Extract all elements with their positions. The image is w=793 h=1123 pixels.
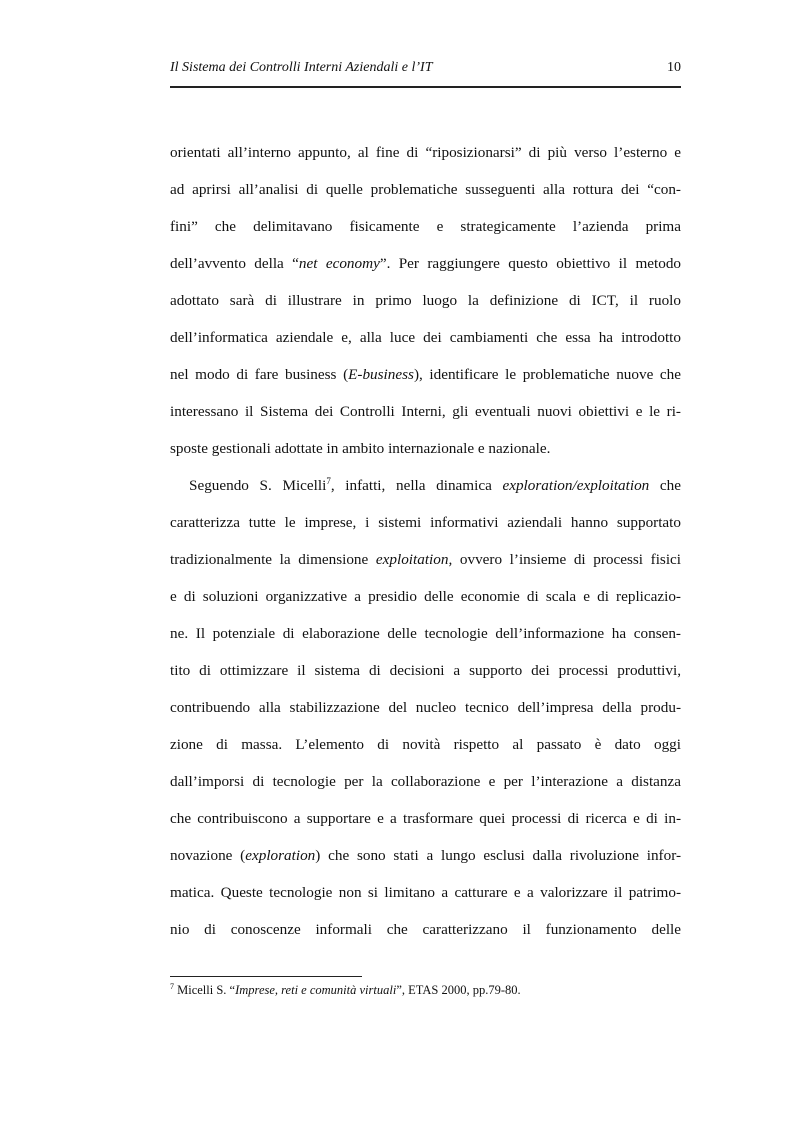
text-line xyxy=(170,763,681,800)
footnote-reference: 7 xyxy=(326,475,331,486)
text-line xyxy=(170,356,681,393)
text-segment: ovvero l’insieme di processi fisici xyxy=(452,551,682,568)
text-line xyxy=(170,911,681,948)
footnote xyxy=(170,983,521,998)
footnote-book-title: Imprese, reti e comunità virtuali xyxy=(235,983,397,997)
text-segment: ”. Per raggiungere questo obiettivo il metodo xyxy=(379,255,682,272)
text-segment: tradizionalmente la dimensione xyxy=(170,551,376,568)
text-segment: dall’imporsi di tecnologie per la collaborazione e per l’interazione a distanza xyxy=(170,773,681,790)
text-segment: caratterizza tutte le imprese, i sistemi informativi aziendali hanno supportato xyxy=(170,514,681,531)
text-line xyxy=(170,837,681,874)
italic-term: exploration/exploitation xyxy=(502,477,650,494)
text-segment: nio di conoscenze informali che caratterizzano il funzionamento delle xyxy=(170,921,681,938)
text-segment: e di soluzioni organizzative a presidio delle economie di scala e di replicazio- xyxy=(170,588,681,605)
text-segment: , infatti, nella dinamica xyxy=(330,477,503,494)
text-segment: sposte gestionali adottate in ambito internazionale e nazionale. xyxy=(170,440,551,457)
page-number: 10 xyxy=(667,60,681,75)
text-segment: zione di massa. L’elemento di novità rispetto al passato è dato oggi xyxy=(170,736,681,753)
footnote-text-before: Micelli S. “ xyxy=(174,983,236,997)
text-line xyxy=(170,393,681,430)
text-segment: che xyxy=(649,477,681,494)
text-segment: ad aprirsi all’analisi di quelle problematiche susseguenti alla rottura dei “con- xyxy=(170,181,681,198)
italic-term: exploitation, xyxy=(375,551,453,568)
text-line xyxy=(170,689,681,726)
text-line xyxy=(170,800,681,837)
text-line xyxy=(170,541,681,578)
text-line xyxy=(170,467,681,504)
footnote-number: 7 xyxy=(170,981,174,991)
text-segment: contribuendo alla stabilizzazione del nucleo tecnico dell’impresa della produ- xyxy=(170,699,681,716)
text-segment: ne. Il potenziale di elaborazione delle tecnologie dell’informazione ha consen- xyxy=(170,625,681,642)
text-line xyxy=(170,578,681,615)
text-segment: matica. Queste tecnologie non si limitano a catturare e a valorizzare il patrimo- xyxy=(170,884,681,901)
text-line xyxy=(170,171,681,208)
text-line xyxy=(170,319,681,356)
text-segment: novazione ( xyxy=(170,847,246,864)
text-segment: adottato sarà di illustrare in primo luogo la definizione di ICT, il ruolo xyxy=(170,292,681,309)
text-line xyxy=(170,282,681,319)
text-line xyxy=(170,208,681,245)
text-segment: dell’avvento della “ xyxy=(170,255,299,272)
text-line xyxy=(170,652,681,689)
footnote-text-after: ”, ETAS 2000, pp.79-80. xyxy=(396,983,521,997)
italic-term: E-business xyxy=(348,366,414,383)
text-segment: nel modo di fare business ( xyxy=(170,366,349,383)
text-line xyxy=(170,726,681,763)
text-line xyxy=(170,504,681,541)
italic-term: exploration xyxy=(245,847,316,864)
text-segment: dell’informatica aziendale e, alla luce dei cambiamenti che essa ha introdotto xyxy=(170,329,681,346)
text-segment: ), identificare le problematiche nuove che xyxy=(413,366,681,383)
text-line xyxy=(170,134,681,171)
text-segment: che contribuiscono a supportare e a trasformare quei processi di ricerca e di in- xyxy=(170,810,681,827)
page-header xyxy=(170,58,681,88)
text-line xyxy=(170,245,681,282)
body-text xyxy=(170,134,681,948)
text-segment: interessano il Sistema dei Controlli Interni, gli eventuali nuovi obiettivi e le ri- xyxy=(170,403,681,420)
text-line xyxy=(170,874,681,911)
italic-term: net economy xyxy=(298,255,380,272)
text-segment: Seguendo S. Micelli xyxy=(189,477,327,494)
text-segment: orientati all’interno appunto, al fine di “riposizionarsi” di più verso l’esterno e xyxy=(170,144,681,161)
text-segment: ) che sono stati a lungo esclusi dalla rivoluzione infor- xyxy=(315,847,682,864)
text-segment: fini” che delimitavano fisicamente e strategicamente l’azienda prima xyxy=(170,218,681,235)
running-title: Il Sistema dei Controlli Interni Aziendali e l’IT xyxy=(170,60,433,75)
text-line xyxy=(170,430,681,467)
text-line xyxy=(170,615,681,652)
footnote-rule xyxy=(170,976,362,977)
text-segment: tito di ottimizzare il sistema di decisioni a supporto dei processi produttivi, xyxy=(170,662,681,679)
